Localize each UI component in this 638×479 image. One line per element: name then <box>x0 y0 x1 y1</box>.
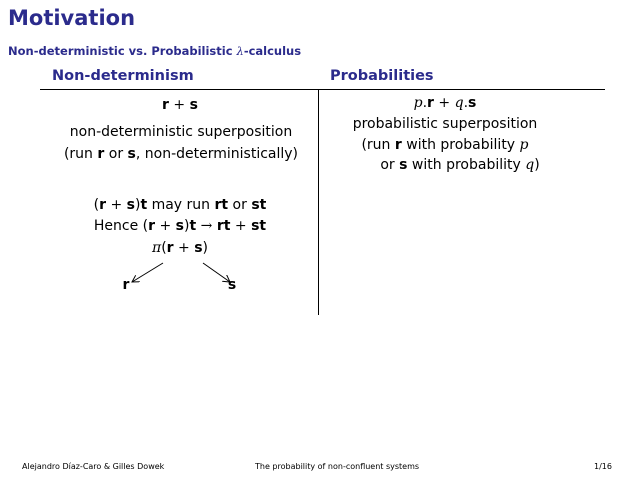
footer-authors: Alejandro Díaz-Caro & Gilles Dowek <box>22 462 165 471</box>
footer-page-number: 1/16 <box>594 462 612 471</box>
right-run-note-1: (run r with probability p <box>361 137 529 153</box>
left-hence-line: Hence (r + s)t → rt + st <box>93 218 267 234</box>
left-superposition-label: non-deterministic superposition <box>69 124 293 140</box>
tree-root: π(r + s) <box>151 240 209 256</box>
left-expr-r-plus-s: r + s <box>162 97 198 113</box>
column-heading-nondeterminism: Non-determinism <box>52 68 194 84</box>
tree-leaf-s: s <box>227 277 237 293</box>
left-may-run-line: (r + s)t may run rt or st <box>93 197 267 213</box>
column-heading-probabilities: Probabilities <box>330 68 434 84</box>
slide-subtitle: Non-deterministic vs. Probabilistic λ-calculus <box>8 44 302 58</box>
left-run-note: (run r or s, non-deterministically) <box>63 146 299 162</box>
column-divider <box>318 89 319 315</box>
right-run-note-2: or s with probability q) <box>380 157 540 173</box>
header-rule <box>40 89 605 90</box>
right-superposition-label: probabilistic superposition <box>352 116 538 132</box>
footer-talk-title: The probability of non-confluent systems <box>255 462 420 471</box>
tree-leaf-r: r <box>122 277 130 293</box>
right-expr-pr-plus-qs: p.r + q.s <box>413 95 477 111</box>
tree-arrow-left <box>132 263 163 282</box>
slide-title: Motivation <box>8 6 136 30</box>
slide-footer <box>0 460 638 474</box>
